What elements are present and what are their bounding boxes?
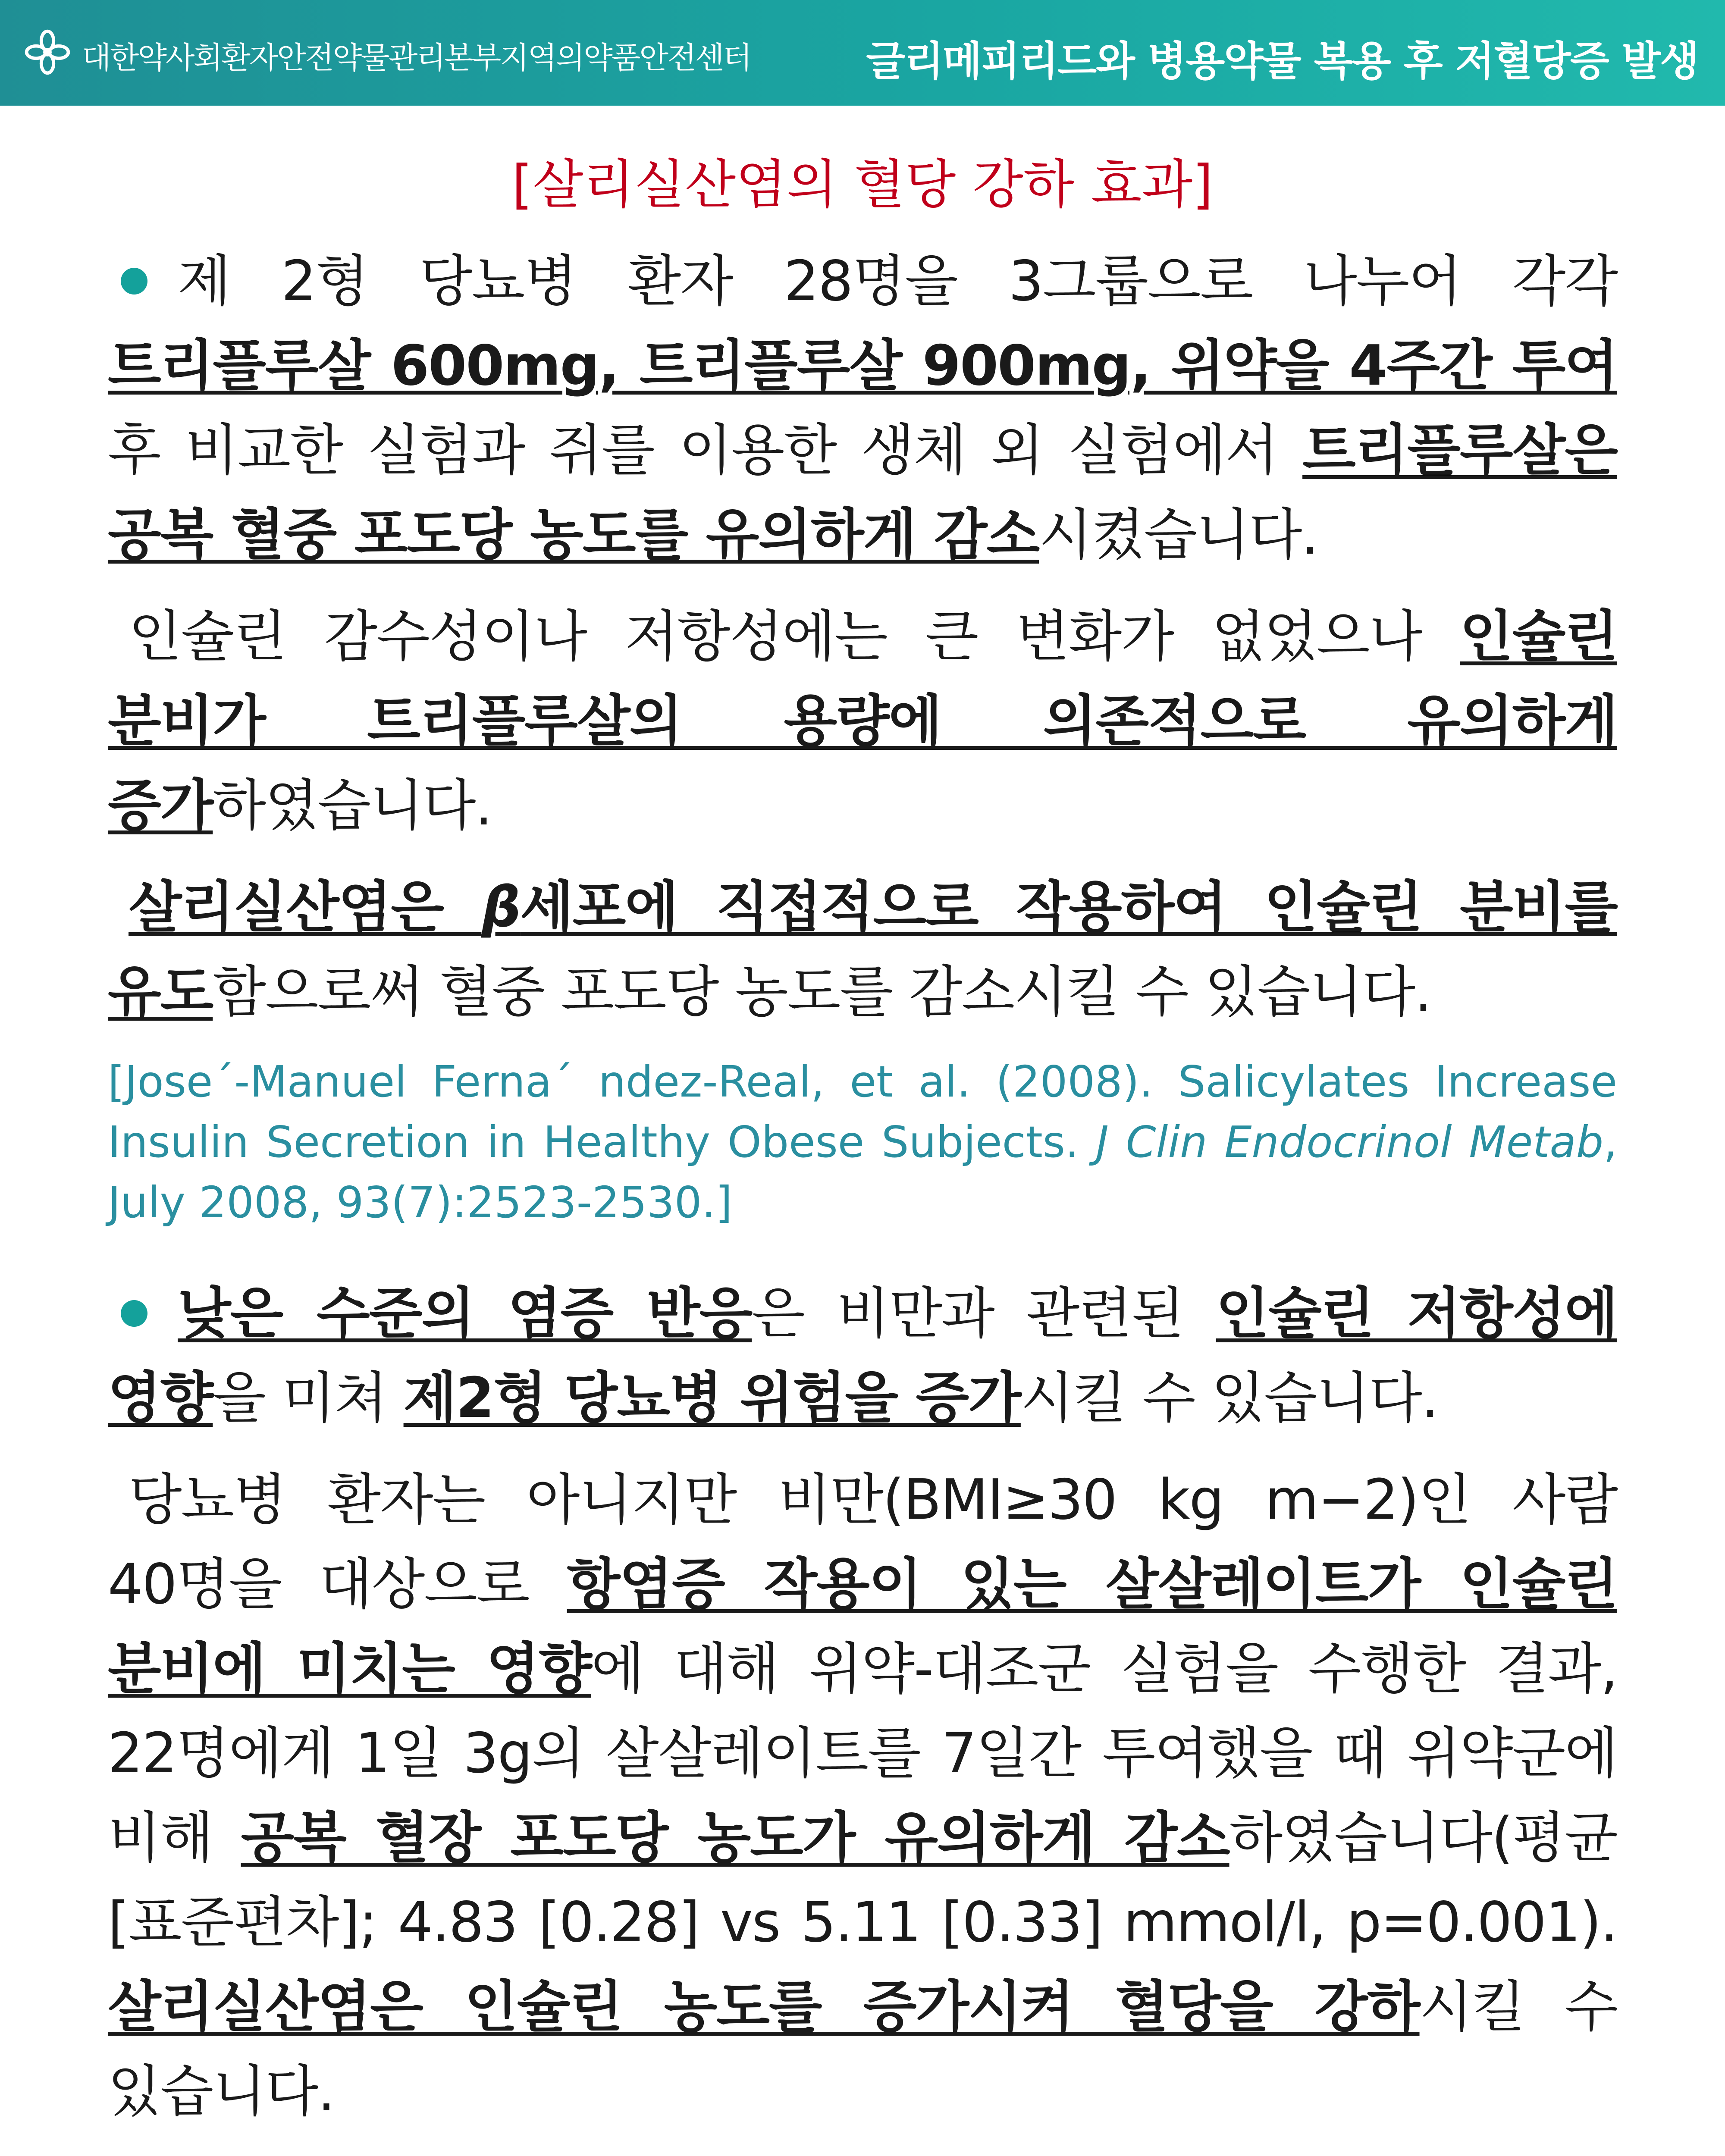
emphasis-span: 낮은 수준의 염증 반응: [178, 1282, 752, 1346]
text-span: 후 비교한 실험과 쥐를 이용한 생체 외 실험에서: [108, 418, 1303, 483]
text-span: 함으로써 혈중 포도당 농도를 감소시킬 수 있습니다.: [213, 960, 1431, 1024]
bullet-dot-icon: [121, 1300, 147, 1327]
organization-name: 대한약사회환자안전약물관리본부지역의약품안전센터: [82, 40, 751, 75]
reference-citation-2: [108, 2151, 1617, 2156]
text-span: 하였습니다(평균 [표준편차]; 4.83 [0.28] vs 5.11 [0.33] mmol/l, p=0.001).: [108, 1806, 1617, 1955]
emphasis-span: 항염증 작용이 있는 살살레이트가 인슐린 분비에 미치는 영향: [108, 1552, 1617, 1701]
emphasis-span: 트리플루살은 공복 혈중 포도당 농도를 유의하게 감소: [108, 418, 1617, 567]
paragraph-salsalate-trial: [108, 1458, 1617, 2134]
text-span: 당뇨병 환자는 아니지만 비만(BMI≥30 kg m−2)인 사람 40명을 대상으로: [108, 1468, 1617, 1617]
paragraph-inflammation: [108, 1272, 1617, 1441]
text-span: 제 2형 당뇨병 환자 28명을 3그룹으로 나누어 각각: [178, 249, 1617, 313]
bullet-dot-icon: [121, 268, 147, 295]
text-span: , July 2008, 93(7):2523-2530.]: [108, 1117, 1617, 1228]
text-span: [Jose´-Manuel Ferna´ ndez-Real, et al. (2008). Salicylates Increase Insulin Secretion in Healthy Obese Subjects.: [108, 1056, 1617, 1167]
beta-symbol: β: [481, 875, 521, 940]
text-span: 세포에 직접적으로 작용하여 인슐린 분비를 유도: [108, 875, 1617, 1024]
emphasis-span: 인슐린 저항성에 영향: [108, 1282, 1617, 1430]
emphasis-span: 인슐린 분비가 트리플루살의 용량에 의존적으로 유의하게 증가: [108, 605, 1617, 838]
document-title: 글리메피리드와 병용약물 복용 후 저혈당증 발생: [866, 38, 1698, 85]
paragraph-trifusal-trial: [108, 239, 1617, 577]
emphasis-span: 트리플루살 600mg, 트리플루살 900mg, 위약을 4주간 투여: [108, 334, 1617, 398]
text-span: 은 비만과 관련된: [752, 1282, 1216, 1346]
text-span: 시킬 수 있습니다.: [108, 1975, 1618, 2124]
spacer: [108, 1233, 1617, 1272]
text-span: 시킬 수 있습니다.: [1020, 1366, 1438, 1430]
paragraph-insulin-secretion: [108, 595, 1617, 848]
emphasis-span: 살리실산염은 인슐린 농도를 증가시켜 혈당을 강하: [108, 1975, 1420, 2039]
text-span: 인슐린 감수성이나 저항성에는 큰 변화가 없었으나: [129, 605, 1460, 669]
header-bar: [0, 0, 1725, 106]
text-span: 살리실산염은: [129, 875, 482, 940]
reference-citation-1: [108, 1052, 1617, 1233]
main-content: [108, 239, 1617, 2156]
paragraph-beta-cell: [108, 865, 1617, 1034]
flower-emblem-icon: [24, 28, 71, 76]
text-span: 하였습니다.: [213, 774, 492, 838]
text-span: 시켰습니다.: [1039, 503, 1318, 567]
section-title: [살리실산염의 혈당 강하 효과]: [512, 154, 1213, 215]
emphasis-span: 공복 혈장 포도당 농도가 유의하게 감소: [241, 1806, 1229, 1870]
text-span: 을 미쳐: [213, 1366, 404, 1430]
emphasis-span: 제2형 당뇨병 위험을 증가: [403, 1366, 1021, 1430]
text-span: 에 대해 위약-대조군 실험을 수행한 결과, 22명에게 1일 3g의 살살레이트를 7일간 투여했을 때 위약군에 비해: [108, 1637, 1618, 1870]
journal-name: J Clin Endocrinol Metab: [1096, 1117, 1604, 1167]
